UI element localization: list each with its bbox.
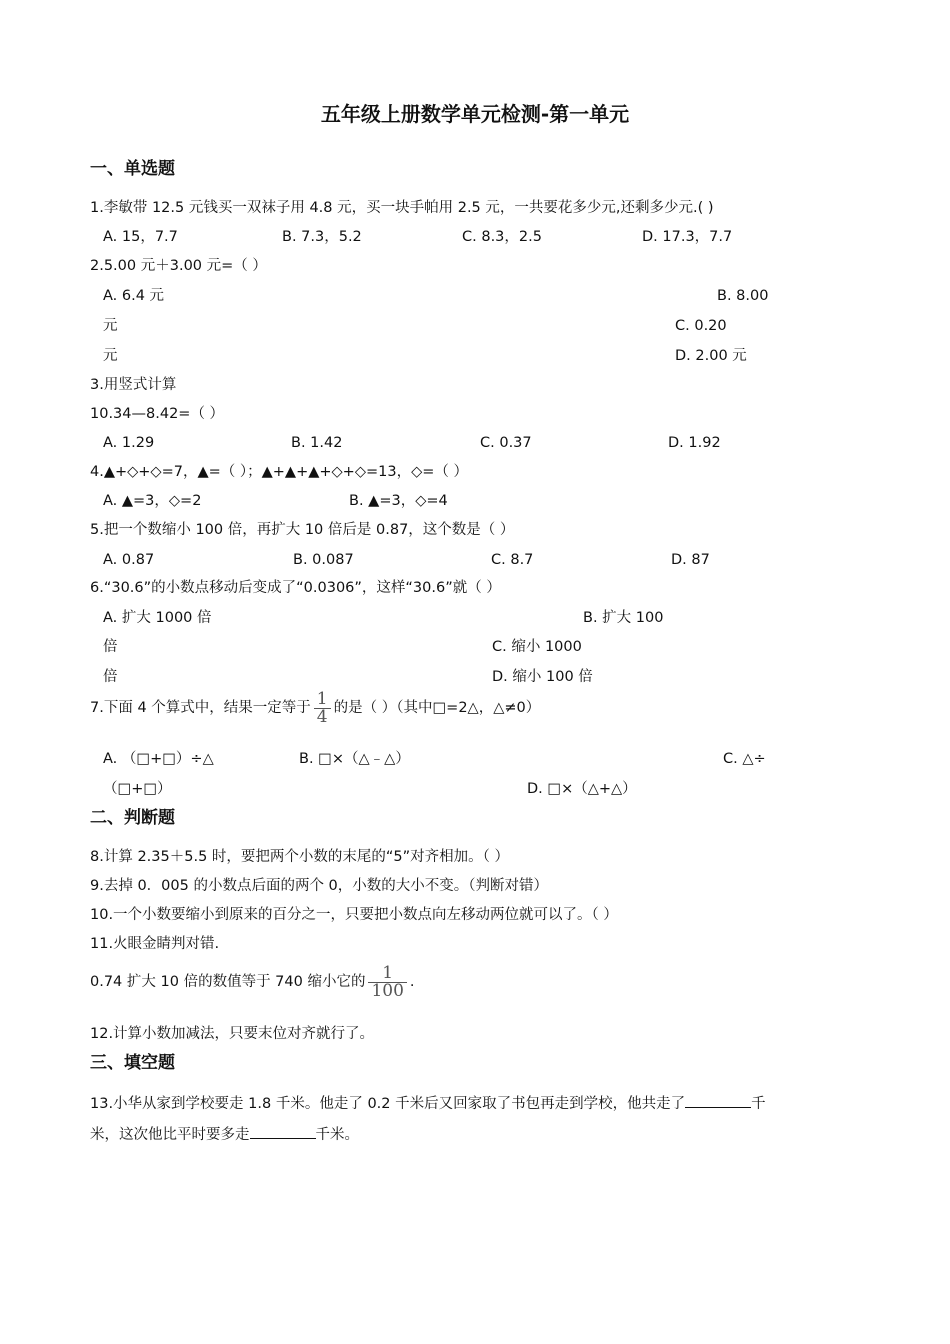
- question-13-text-part-3: 米，这次他比平时要多走: [90, 1127, 250, 1143]
- question-7-text: [90, 689, 540, 727]
- question-1-option-a[interactable]: A. 15，7.7: [103, 229, 178, 245]
- section-heading-single-choice: 一、单选题: [90, 159, 175, 179]
- question-6-text: 6.“30.6”的小数点移动后变成了“0.0306”，这样“30.6”就（ ）: [90, 580, 501, 596]
- question-1-option-b[interactable]: B. 7.3，5.2: [282, 229, 362, 245]
- question-3-option-c[interactable]: C. 0.37: [480, 435, 532, 451]
- question-13-text-part-2: 千: [751, 1096, 766, 1112]
- question-6-option-a[interactable]: A. 扩大 1000 倍: [103, 610, 212, 626]
- fraction-denominator: 4: [314, 708, 331, 726]
- question-5-option-d[interactable]: D. 87: [671, 552, 710, 568]
- question-6-option-c-continuation: 倍: [103, 669, 118, 685]
- question-11-statement-before: 0.74 扩大 10 倍的数值等于 740 缩小它的: [90, 974, 366, 990]
- question-3-option-a[interactable]: A. 1.29: [103, 435, 155, 451]
- question-2-option-b-continuation: 元: [103, 318, 118, 334]
- question-9-text: 9.去掉 0．005 的小数点后面的两个 0，小数的大小不变。（判断对错）: [90, 878, 549, 894]
- section-heading-true-false: 二、判断题: [90, 808, 175, 828]
- question-6-option-b-continuation: 倍: [103, 639, 118, 655]
- question-13-line-1: [90, 1092, 766, 1114]
- question-11-statement: [90, 963, 415, 1001]
- question-13-text-part-1: 13.小华从家到学校要走 1.8 千米。他走了 0.2 千米后又回家取了书包再走到学校，他共走了: [90, 1096, 686, 1112]
- answer-blank-2[interactable]: [250, 1123, 316, 1139]
- answer-blank-1[interactable]: [685, 1092, 751, 1108]
- question-7-option-b[interactable]: B. □×（△﹣△）: [299, 751, 410, 767]
- question-1-option-c[interactable]: C. 8.3，2.5: [462, 229, 542, 245]
- question-4-option-a[interactable]: A. ▲=3，◇=2: [103, 493, 202, 509]
- question-13-text-part-4: 千米。: [315, 1127, 359, 1143]
- question-5-option-b[interactable]: B. 0.087: [293, 552, 354, 568]
- page-title: 五年级上册数学单元检测-第一单元: [320, 102, 630, 126]
- question-4-text: 4.▲+◇+◇=7，▲=（ ）；▲+▲+▲+◇+◇=13，◇=（ ）: [90, 464, 468, 480]
- question-7-option-c[interactable]: C. △÷: [723, 751, 766, 767]
- question-7-option-c-continuation: （□+□）: [103, 781, 172, 797]
- question-7-text-after: 的是（ ）（其中□=2△，△≠0）: [333, 700, 541, 716]
- question-10-text: 10.一个小数要缩小到原来的百分之一，只要把小数点向左移动两位就可以了。（ ）: [90, 907, 618, 923]
- question-5-text: 5.把一个数缩小 100 倍，再扩大 10 倍后是 0.87，这个数是（ ）: [90, 522, 515, 538]
- question-2-option-a[interactable]: A. 6.4 元: [103, 288, 165, 304]
- question-2-option-c-continuation: 元: [103, 348, 118, 364]
- question-3-option-b[interactable]: B. 1.42: [291, 435, 343, 451]
- question-6-option-b[interactable]: B. 扩大 100: [583, 610, 664, 626]
- question-2-option-d[interactable]: D. 2.00 元: [675, 348, 747, 364]
- section-heading-fill-in: 三、填空题: [90, 1053, 175, 1073]
- question-3-option-d[interactable]: D. 1.92: [668, 435, 721, 451]
- question-5-option-c[interactable]: C. 8.7: [491, 552, 534, 568]
- question-4-option-b[interactable]: B. ▲=3，◇=4: [349, 493, 448, 509]
- question-12-text: 12.计算小数加减法，只要末位对齐就行了。: [90, 1026, 375, 1042]
- question-2-option-b[interactable]: B. 8.00: [717, 288, 769, 304]
- fraction-one-hundredth: [368, 962, 406, 1001]
- question-6-option-c[interactable]: C. 缩小 1000: [492, 639, 582, 655]
- question-1-text: 1.李敏带 12.5 元钱买一双袜子用 4.8 元，买一块手帕用 2.5 元，一共要花多少元,还剩多少元.( ): [90, 200, 714, 216]
- fraction-denominator: 100: [368, 982, 406, 1000]
- question-7-option-d[interactable]: D. □×（△+△）: [527, 781, 637, 797]
- question-7-text-before: 7.下面 4 个算式中，结果一定等于: [90, 700, 311, 716]
- question-13-line-2: [90, 1123, 359, 1145]
- question-3-expression: 10.34—8.42=（ ）: [90, 406, 225, 422]
- question-5-option-a[interactable]: A. 0.87: [103, 552, 155, 568]
- question-1-option-d[interactable]: D. 17.3，7.7: [642, 229, 733, 245]
- fraction-numerator: 1: [316, 688, 328, 709]
- question-2-option-c[interactable]: C. 0.20: [675, 318, 727, 334]
- question-6-option-d[interactable]: D. 缩小 100 倍: [492, 669, 593, 685]
- question-8-text: 8.计算 2.35＋5.5 时，要把两个小数的末尾的“5”对齐相加。（ ）: [90, 849, 510, 865]
- fraction-one-quarter: [314, 688, 331, 727]
- question-11-statement-after: .: [409, 974, 415, 990]
- question-2-text: 2.5.00 元＋3.00 元=（ ）: [90, 258, 267, 274]
- question-7-option-a[interactable]: A. （□+□）÷△: [103, 751, 214, 767]
- fraction-numerator: 1: [382, 962, 394, 983]
- question-3-text: 3.用竖式计算: [90, 377, 177, 393]
- question-11-text: 11.火眼金睛判对错.: [90, 936, 220, 952]
